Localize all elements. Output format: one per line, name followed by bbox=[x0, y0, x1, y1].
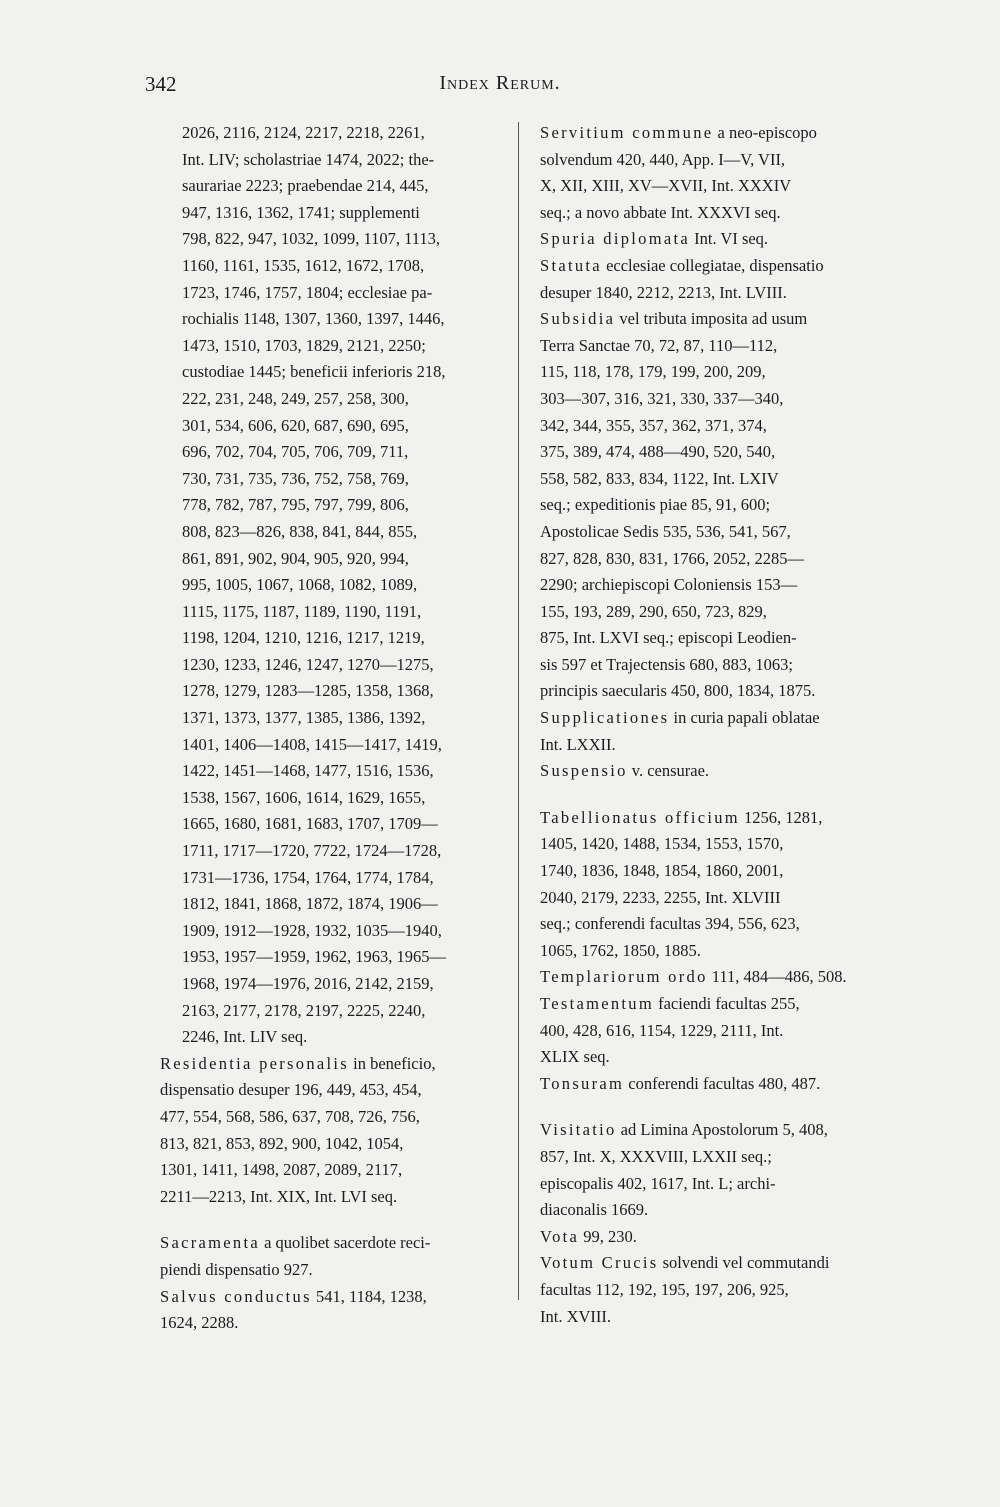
page-number: 342 bbox=[145, 72, 177, 96]
entry-text: conferendi facultas 480, 487. bbox=[624, 1073, 821, 1093]
entry-text: 857, Int. X, XXXVIII, LXXII seq.; bbox=[540, 1146, 772, 1166]
entry-line bbox=[182, 599, 500, 626]
entry-line bbox=[540, 253, 885, 280]
entry-text: 1278, 1279, 1283—1285, 1358, 1368, bbox=[182, 681, 434, 701]
entry-text: 1115, 1175, 1187, 1189, 1190, 1191, bbox=[182, 601, 422, 621]
entry-line bbox=[160, 1157, 500, 1184]
entry-text: vel tributa imposita ad usum bbox=[615, 309, 808, 329]
entry-text: desuper 1840, 2212, 2213, Int. LVIII. bbox=[540, 282, 787, 302]
entry-text: XLIX seq. bbox=[540, 1047, 610, 1067]
entry-line bbox=[160, 1184, 500, 1211]
entry-line bbox=[182, 891, 500, 918]
entry-line bbox=[540, 1224, 885, 1251]
entry-text: Int. XVIII. bbox=[540, 1306, 612, 1326]
entry-line bbox=[540, 439, 885, 466]
entry-text: seq.; expeditionis piae 85, 91, 600; bbox=[540, 495, 771, 515]
entry-line bbox=[540, 413, 885, 440]
entry-line bbox=[540, 1171, 885, 1198]
entry-line bbox=[540, 333, 885, 360]
entry-line bbox=[182, 492, 500, 519]
entry-text: a quolibet sacerdote reci- bbox=[259, 1233, 431, 1253]
entry-line bbox=[182, 732, 500, 759]
entry-text: 730, 731, 735, 736, 752, 758, 769, bbox=[182, 468, 409, 488]
entry-text: 1538, 1567, 1606, 1614, 1629, 1655, bbox=[182, 787, 426, 807]
entry-headword: Tabellionatus officium bbox=[540, 807, 740, 827]
entry-line bbox=[182, 758, 500, 785]
entry-line bbox=[540, 1071, 885, 1098]
entry-text: 1198, 1204, 1210, 1216, 1217, 1219, bbox=[182, 628, 425, 648]
entry-text: 813, 821, 853, 892, 900, 1042, 1054, bbox=[160, 1133, 404, 1153]
entry-text: 1968, 1974—1976, 2016, 2142, 2159, bbox=[182, 974, 434, 993]
entry-line bbox=[160, 1051, 500, 1078]
entry-text: in curia papali oblatae bbox=[669, 708, 820, 728]
entry-text: principis saecularis 450, 800, 1834, 1875. bbox=[540, 681, 816, 701]
entry-line bbox=[182, 572, 500, 599]
entry-headword: Servitium commune bbox=[540, 123, 714, 142]
entry-line bbox=[182, 678, 500, 705]
entry-line bbox=[540, 732, 885, 759]
entry-line bbox=[540, 885, 885, 912]
entry-text: 995, 1005, 1067, 1068, 1082, 1089, bbox=[182, 575, 418, 595]
entry-text: in beneficio, bbox=[348, 1053, 436, 1073]
entry-text: 301, 534, 606, 620, 687, 690, 695, bbox=[182, 415, 409, 435]
entry-text: 558, 582, 833, 834, 1122, Int. LXIV bbox=[540, 468, 779, 488]
entry-text: ad Limina Apostolorum 5, 408, bbox=[616, 1120, 828, 1140]
running-head: Index Rerum. bbox=[439, 72, 561, 94]
entry-text: Terra Sanctae 70, 72, 87, 110—112, bbox=[540, 335, 778, 355]
entry-text: ecclesiae collegiatae, dispensatio bbox=[601, 255, 824, 275]
index-entry bbox=[160, 120, 500, 1051]
entry-line bbox=[540, 1144, 885, 1171]
entry-text: 1953, 1957—1959, 1962, 1963, 1965— bbox=[182, 947, 446, 967]
entry-line bbox=[540, 911, 885, 938]
entry-text: seq.; conferendi facultas 394, 556, 623, bbox=[540, 914, 800, 934]
entry-headword: Subsidia bbox=[540, 309, 616, 329]
entry-line bbox=[540, 546, 885, 573]
entry-line bbox=[540, 359, 885, 386]
entry-text: 375, 389, 474, 488—490, 520, 540, bbox=[540, 442, 776, 462]
entry-line bbox=[182, 519, 500, 546]
entry-line bbox=[540, 1197, 885, 1224]
entry-text: solvendum 420, 440, App. I—V, VII, bbox=[540, 149, 786, 169]
entry-line bbox=[182, 120, 500, 147]
entry-text: 111, 484—486, 508. bbox=[707, 967, 847, 987]
entry-text: 798, 822, 947, 1032, 1099, 1107, 1113, bbox=[182, 229, 441, 249]
entry-line bbox=[540, 858, 885, 885]
entry-line bbox=[182, 1024, 500, 1051]
entry-line bbox=[540, 1018, 885, 1045]
entry-line bbox=[540, 1117, 885, 1144]
entry-headword: Testamentum bbox=[540, 994, 654, 1013]
entry-line bbox=[160, 1284, 500, 1311]
entry-line bbox=[182, 253, 500, 280]
entry-line bbox=[540, 1044, 885, 1071]
entry-line bbox=[540, 964, 885, 991]
entry-line bbox=[540, 572, 885, 599]
entry-text: 1723, 1746, 1757, 1804; ecclesiae pa- bbox=[182, 282, 433, 302]
entry-text: 400, 428, 616, 1154, 1229, 2111, Int. bbox=[540, 1020, 784, 1040]
entry-line bbox=[182, 147, 500, 174]
entry-text: saurariae 2223; praebendae 214, 445, bbox=[182, 176, 429, 196]
entry-line bbox=[182, 998, 500, 1025]
entry-line bbox=[182, 625, 500, 652]
entry-text: diaconalis 1669. bbox=[540, 1200, 649, 1220]
entry-text: 477, 554, 568, 586, 637, 708, 726, 756, bbox=[160, 1106, 420, 1126]
entry-line bbox=[540, 599, 885, 626]
entry-line bbox=[182, 811, 500, 838]
entry-text: 342, 344, 355, 357, 362, 371, 374, bbox=[540, 415, 767, 435]
index-entry bbox=[540, 253, 885, 306]
entry-line bbox=[540, 831, 885, 858]
index-entry bbox=[540, 805, 885, 965]
entry-line bbox=[540, 173, 885, 200]
entry-text: 2026, 2116, 2124, 2217, 2218, 2261, bbox=[182, 123, 425, 142]
entry-line bbox=[540, 938, 885, 965]
index-entry bbox=[540, 758, 885, 785]
entry-text: Int. VI seq. bbox=[690, 229, 769, 249]
entry-text: X, XII, XIII, XV—XVII, Int. XXXIV bbox=[540, 176, 792, 196]
entry-text: 2211—2213, Int. XIX, Int. LVI seq. bbox=[160, 1186, 398, 1206]
entry-headword: Templariorum ordo bbox=[540, 967, 708, 987]
entry-text: 1624, 2288. bbox=[160, 1313, 239, 1333]
entry-headword: Supplicationes bbox=[540, 708, 670, 728]
entry-text: Int. LIV; scholastriae 1474, 2022; the- bbox=[182, 149, 435, 169]
entry-text: 115, 118, 178, 179, 199, 200, 209, bbox=[540, 362, 766, 382]
entry-line bbox=[182, 439, 500, 466]
entry-line bbox=[182, 838, 500, 865]
entry-text: Int. LXXII. bbox=[540, 734, 616, 754]
entry-text: Apostolicae Sedis 535, 536, 541, 567, bbox=[540, 521, 791, 541]
entry-text: 2246, Int. LIV seq. bbox=[182, 1027, 308, 1047]
entry-line bbox=[182, 971, 500, 998]
entry-line bbox=[540, 991, 885, 1018]
entry-line bbox=[182, 705, 500, 732]
entry-line bbox=[182, 918, 500, 945]
entry-line bbox=[540, 805, 885, 832]
entry-text: v. censurae. bbox=[627, 761, 710, 781]
entry-text: 155, 193, 289, 290, 650, 723, 829, bbox=[540, 601, 767, 621]
entry-text: 303—307, 316, 321, 330, 337—340, bbox=[540, 388, 784, 408]
column-divider bbox=[518, 122, 519, 1300]
index-entry bbox=[540, 1071, 885, 1098]
entry-line bbox=[182, 652, 500, 679]
entry-line bbox=[540, 120, 885, 147]
entry-text: 2290; archiepiscopi Coloniensis 153— bbox=[540, 575, 798, 595]
entry-text: dispensatio desuper 196, 449, 453, 454, bbox=[160, 1080, 422, 1100]
entry-text: 808, 823—826, 838, 841, 844, 855, bbox=[182, 521, 418, 541]
entry-line bbox=[182, 466, 500, 493]
entry-line bbox=[540, 758, 885, 785]
entry-headword: Visitatio bbox=[540, 1120, 617, 1140]
entry-line bbox=[182, 386, 500, 413]
entry-text: 1711, 1717—1720, 7722, 1724—1728, bbox=[182, 841, 442, 861]
entry-line bbox=[182, 413, 500, 440]
entry-line bbox=[182, 173, 500, 200]
entry-line bbox=[160, 1230, 500, 1257]
index-entry bbox=[160, 1284, 500, 1337]
index-entry bbox=[160, 1230, 500, 1283]
entry-line bbox=[540, 386, 885, 413]
entry-text: 696, 702, 704, 705, 706, 709, 711, bbox=[182, 442, 409, 462]
entry-text: faciendi facultas 255, bbox=[653, 994, 800, 1013]
entry-line bbox=[182, 546, 500, 573]
index-entry bbox=[540, 1250, 885, 1330]
entry-line bbox=[540, 147, 885, 174]
index-entry bbox=[540, 306, 885, 705]
entry-line bbox=[160, 1257, 500, 1284]
entry-line bbox=[540, 492, 885, 519]
entry-text: 1422, 1451—1468, 1477, 1516, 1536, bbox=[182, 761, 434, 781]
entry-line bbox=[160, 1104, 500, 1131]
entry-text: 1405, 1420, 1488, 1534, 1553, 1570, bbox=[540, 834, 784, 854]
entry-line bbox=[182, 865, 500, 892]
entry-text: 222, 231, 248, 249, 257, 258, 300, bbox=[182, 388, 409, 408]
entry-line bbox=[182, 359, 500, 386]
entry-text: 947, 1316, 1362, 1741; supplementi bbox=[182, 202, 420, 222]
entry-text: 1256, 1281, bbox=[739, 807, 823, 827]
index-entry bbox=[160, 1051, 500, 1211]
entry-text: 1230, 1233, 1246, 1247, 1270—1275, bbox=[182, 654, 434, 674]
entry-headword: Vota bbox=[540, 1226, 580, 1246]
entry-text: 2163, 2177, 2178, 2197, 2225, 2240, bbox=[182, 1000, 426, 1020]
entry-headword: Votum Crucis bbox=[540, 1253, 659, 1273]
entry-line bbox=[540, 1304, 885, 1331]
entry-line bbox=[160, 1310, 500, 1337]
entry-text: 1065, 1762, 1850, 1885. bbox=[540, 940, 701, 960]
entry-text: 827, 828, 830, 831, 1766, 2052, 2285— bbox=[540, 548, 804, 568]
index-entry bbox=[540, 1117, 885, 1223]
entry-headword: Tonsuram bbox=[540, 1073, 625, 1093]
entry-line bbox=[182, 226, 500, 253]
entry-line bbox=[540, 652, 885, 679]
entry-line bbox=[540, 1277, 885, 1304]
entry-line bbox=[182, 944, 500, 971]
entry-line bbox=[540, 306, 885, 333]
entry-text: 875, Int. LXVI seq.; episcopi Leodien- bbox=[540, 628, 797, 648]
entry-text: 1812, 1841, 1868, 1872, 1874, 1906— bbox=[182, 894, 438, 914]
entry-text: 1909, 1912—1928, 1932, 1035—1940, bbox=[182, 920, 442, 940]
entry-text: 1731—1736, 1754, 1764, 1774, 1784, bbox=[182, 867, 434, 887]
entry-text: 1371, 1373, 1377, 1385, 1386, 1392, bbox=[182, 708, 426, 728]
entry-line bbox=[540, 519, 885, 546]
entry-line bbox=[182, 785, 500, 812]
entry-line bbox=[540, 705, 885, 732]
entry-text: sis 597 et Trajectensis 680, 883, 1063; bbox=[540, 654, 794, 674]
index-entry bbox=[540, 1224, 885, 1251]
index-entry bbox=[540, 991, 885, 1071]
entry-headword: Residentia personalis bbox=[160, 1053, 349, 1073]
entry-headword: Spuria diplomata bbox=[540, 229, 690, 249]
entry-text: 1740, 1836, 1848, 1854, 1860, 2001, bbox=[540, 861, 784, 881]
entry-headword: Statuta bbox=[540, 255, 602, 275]
entry-line bbox=[160, 1077, 500, 1104]
entry-text: 541, 1184, 1238, bbox=[311, 1286, 427, 1306]
entry-text: a neo-episcopo bbox=[713, 123, 817, 142]
entry-headword: Sacramenta bbox=[160, 1233, 260, 1253]
entry-line bbox=[540, 625, 885, 652]
entry-headword: Salvus conductus bbox=[160, 1286, 312, 1306]
entry-text: custodiae 1445; beneficii inferioris 218, bbox=[182, 362, 446, 382]
entry-line bbox=[160, 1131, 500, 1158]
entry-line bbox=[182, 280, 500, 307]
entry-text: 99, 230. bbox=[579, 1226, 637, 1246]
entry-line bbox=[540, 200, 885, 227]
index-column-right bbox=[540, 120, 885, 1330]
entry-text: 861, 891, 902, 904, 905, 920, 994, bbox=[182, 548, 409, 568]
entry-text: solvendi vel commutandi bbox=[658, 1253, 830, 1273]
entry-line bbox=[540, 678, 885, 705]
entry-headword: Suspensio bbox=[540, 761, 628, 781]
entry-text: 1401, 1406—1408, 1415—1417, 1419, bbox=[182, 734, 442, 754]
index-entry bbox=[540, 964, 885, 991]
entry-text: 778, 782, 787, 795, 797, 799, 806, bbox=[182, 495, 409, 515]
entry-line bbox=[540, 226, 885, 253]
entry-line bbox=[540, 466, 885, 493]
index-entry bbox=[540, 120, 885, 226]
entry-line bbox=[540, 1250, 885, 1277]
entry-text: episcopalis 402, 1617, Int. L; archi- bbox=[540, 1173, 776, 1193]
entry-text: 1301, 1411, 1498, 2087, 2089, 2117, bbox=[160, 1160, 403, 1180]
index-entry bbox=[540, 705, 885, 758]
entry-text: 2040, 2179, 2233, 2255, Int. XLVIII bbox=[540, 887, 781, 907]
entry-text: 1665, 1680, 1681, 1683, 1707, 1709— bbox=[182, 814, 438, 834]
entry-text: 1473, 1510, 1703, 1829, 2121, 2250; bbox=[182, 335, 426, 355]
entry-line bbox=[540, 280, 885, 307]
entry-line bbox=[182, 333, 500, 360]
entry-line bbox=[182, 306, 500, 333]
entry-line bbox=[182, 200, 500, 227]
index-column-left bbox=[160, 120, 500, 1337]
index-entry bbox=[540, 226, 885, 253]
entry-text: facultas 112, 192, 195, 197, 206, 925, bbox=[540, 1279, 789, 1299]
entry-text: rochialis 1148, 1307, 1360, 1397, 1446, bbox=[182, 309, 445, 329]
entry-text: seq.; a novo abbate Int. XXXVI seq. bbox=[540, 202, 781, 222]
entry-text: 1160, 1161, 1535, 1612, 1672, 1708, bbox=[182, 255, 425, 275]
entry-text: piendi dispensatio 927. bbox=[160, 1259, 313, 1279]
